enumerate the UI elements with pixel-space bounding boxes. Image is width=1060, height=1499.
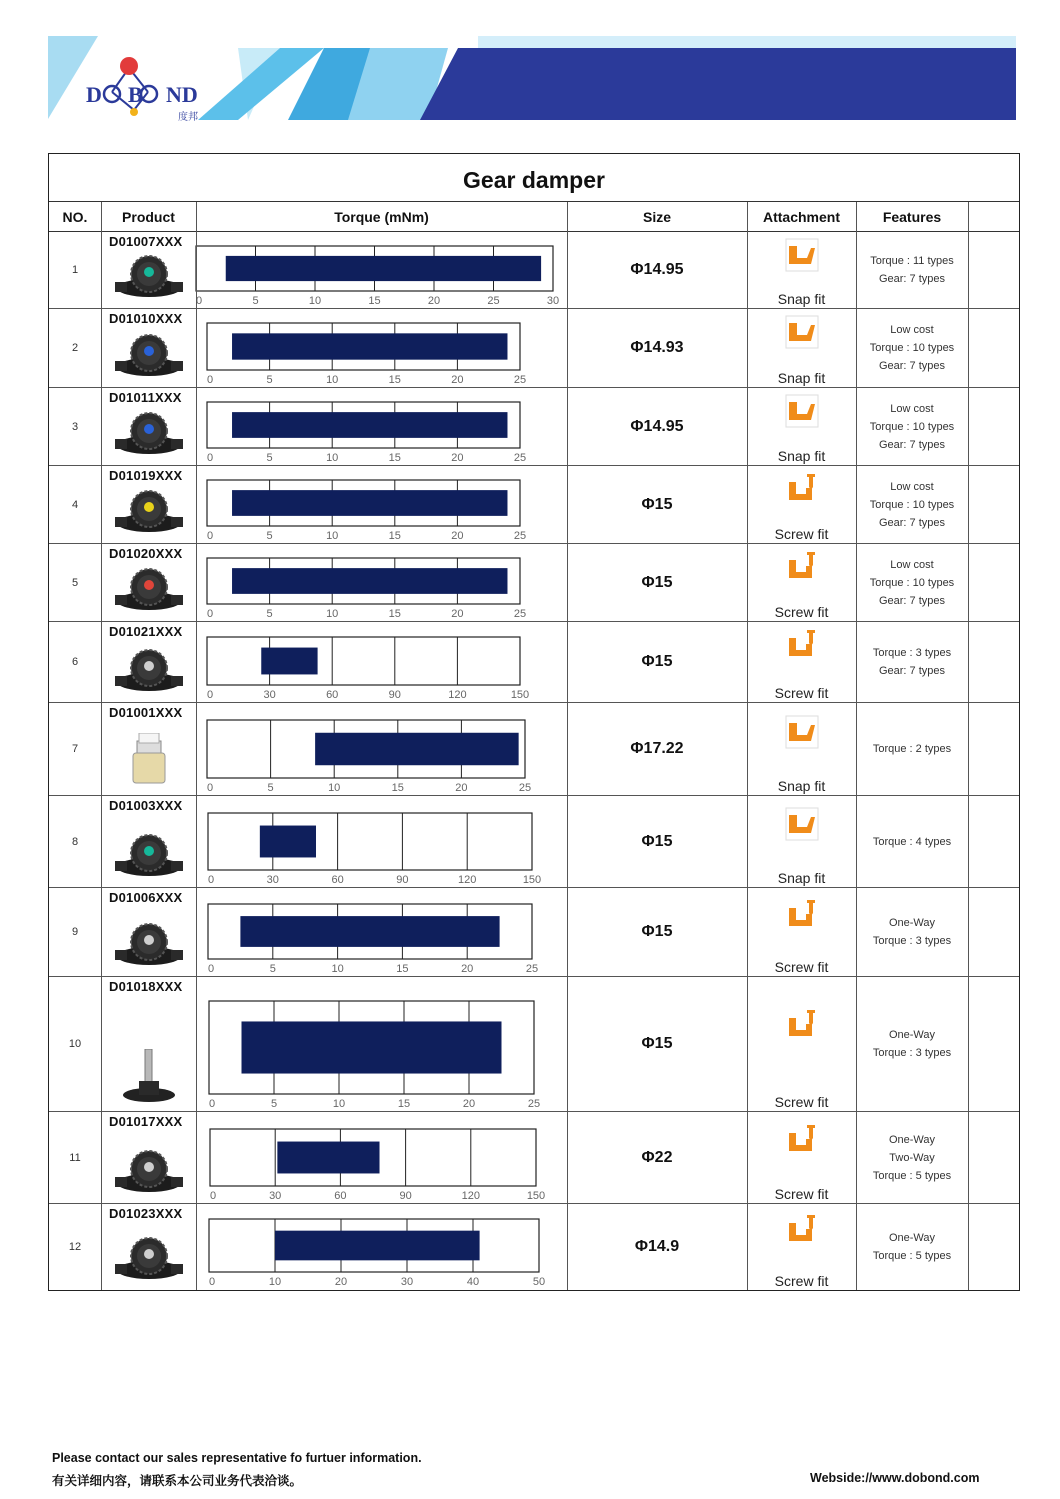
product-code: D01023XXX [109, 1206, 183, 1221]
logo-letters-nd: ND [166, 82, 198, 107]
size-value: Φ15 [641, 1035, 673, 1052]
row-number: 6 [71, 656, 79, 668]
gear-damper-image [109, 325, 189, 383]
feature-line: Gear: 7 types [878, 273, 946, 285]
header-features: Features [856, 202, 968, 232]
gear-damper-image [109, 1049, 189, 1107]
footer-contact-en: Please contact our sales representative fo furtuer information. [52, 1451, 422, 1465]
tick-label: 25 [518, 782, 532, 794]
table-row [49, 232, 1019, 309]
features-cell [856, 388, 968, 465]
feature-line: One-Way [888, 1232, 936, 1244]
product-code: D01010XXX [109, 311, 183, 326]
tick-label: 20 [334, 1276, 348, 1288]
snap-fit-icon [785, 238, 819, 272]
torque-range-bar [232, 333, 507, 359]
row-number: 9 [71, 926, 79, 938]
tick-label: 20 [451, 452, 464, 464]
product-code: D01018XXX [109, 979, 183, 994]
gear-damper-image [109, 1228, 189, 1286]
attachment-cell [747, 796, 856, 887]
product-cell [101, 1204, 196, 1290]
feature-line: Gear: 7 types [878, 360, 946, 372]
header-size: Size [567, 202, 747, 232]
tick-label: 150 [510, 689, 530, 701]
attachment-label: Screw fit [774, 685, 829, 701]
features-cell [856, 1204, 968, 1290]
logo-subtitle: 度邦 [178, 112, 198, 123]
gear-damper-table [48, 153, 1020, 1291]
size-value: Φ15 [641, 573, 673, 591]
attachment-cell [747, 977, 856, 1111]
tick-label: 20 [462, 1098, 476, 1110]
tick-label: 20 [427, 295, 441, 307]
product-cell [101, 1112, 196, 1203]
attachment-label: Screw fit [774, 1186, 829, 1202]
table-row [49, 388, 1019, 466]
tick-label: 40 [466, 1276, 480, 1288]
tick-label: 5 [266, 530, 273, 542]
row-number: 7 [71, 743, 79, 755]
attachment-cell [747, 888, 856, 976]
product-code: D01020XXX [109, 546, 183, 561]
attachment-label: Screw fit [774, 1094, 829, 1110]
tick-label: 10 [326, 452, 339, 464]
gear-damper-image [109, 640, 189, 698]
tick-label: 90 [388, 689, 401, 701]
torque-chart [196, 1204, 567, 1290]
attachment-label: Snap fit [777, 370, 826, 386]
gear-damper-image [109, 825, 189, 883]
feature-line: Low cost [890, 558, 934, 571]
attachment-label: Screw fit [774, 526, 829, 542]
product-cell [101, 309, 196, 387]
tick-label: 60 [334, 1190, 347, 1202]
attachment-cell [747, 622, 856, 702]
torque-chart [196, 388, 567, 466]
tick-label: 5 [267, 782, 274, 794]
table-row [49, 622, 1019, 703]
tick-label: 25 [513, 530, 527, 542]
table-row [49, 796, 1019, 888]
attachment-label: Screw fit [774, 959, 829, 975]
screw-fit-icon [785, 628, 819, 662]
product-code: D01017XXX [109, 1114, 183, 1129]
size-value: Φ14.95 [630, 261, 684, 278]
tick-label: 20 [455, 782, 468, 794]
attachment-label: Snap fit [777, 448, 826, 464]
tick-label: 0 [207, 608, 214, 620]
screw-fit-icon [785, 1123, 819, 1157]
row-number: 12 [68, 1241, 82, 1253]
feature-line: Torque : 10 types [869, 576, 955, 589]
feature-line: Torque : 3 types [872, 1047, 952, 1059]
tick-label: 15 [388, 374, 401, 386]
screw-fit-icon [785, 898, 819, 932]
size-value: Φ22 [641, 1148, 673, 1166]
product-code: D01011XXX [109, 390, 182, 405]
attachment-label: Snap fit [777, 778, 826, 794]
table-row [49, 977, 1019, 1112]
table-row [49, 309, 1019, 388]
header-attachment: Attachment [747, 202, 856, 232]
tick-label: 0 [207, 689, 214, 701]
snap-fit-icon [785, 394, 819, 428]
screw-fit-icon [785, 550, 819, 584]
feature-line: Gear: 7 types [878, 665, 946, 677]
tick-label: 10 [332, 1098, 346, 1110]
tick-label: 50 [532, 1276, 546, 1288]
table-row [49, 703, 1019, 796]
feature-line: One-Way [888, 917, 936, 929]
tick-label: 150 [522, 874, 542, 886]
attachment-cell [747, 544, 856, 621]
feature-line: Gear: 7 types [878, 594, 946, 607]
attachment-cell [747, 1204, 856, 1290]
product-cell [101, 888, 196, 976]
torque-range-bar [232, 568, 507, 594]
row-number: 5 [71, 576, 79, 589]
attachment-cell [747, 232, 856, 308]
product-code: D01001XXX [109, 705, 183, 720]
product-code: D01007XXX [109, 234, 183, 249]
table-title: Gear damper [49, 154, 1019, 202]
tick-label: 5 [266, 374, 273, 386]
attachment-label: Screw fit [774, 1273, 829, 1289]
features-cell [856, 622, 968, 702]
feature-line: Torque : 5 types [872, 1169, 952, 1182]
tick-label: 15 [388, 608, 401, 620]
gear-damper-image [109, 246, 189, 304]
tick-label: 25 [513, 608, 527, 620]
snap-fit-icon [785, 315, 819, 349]
features-cell [856, 1112, 968, 1203]
tick-label: 10 [326, 530, 339, 542]
torque-range-bar [240, 916, 499, 947]
torque-chart [196, 796, 567, 888]
feature-line: Torque : 10 types [869, 420, 955, 433]
tick-label: 5 [270, 1098, 278, 1110]
tick-label: 5 [266, 452, 273, 464]
torque-chart [196, 544, 567, 622]
attachment-cell [747, 1112, 856, 1203]
product-code: D01003XXX [109, 798, 183, 813]
torque-chart [196, 703, 567, 796]
product-code: D01006XXX [109, 890, 183, 905]
size-value: Φ15 [641, 653, 673, 670]
tick-label: 120 [461, 1190, 480, 1202]
gear-damper-image [109, 1141, 189, 1199]
tick-label: 15 [397, 1098, 411, 1110]
tick-label: 10 [326, 608, 339, 620]
attachment-cell [747, 309, 856, 387]
tick-label: 20 [451, 374, 464, 386]
table-row [49, 1112, 1019, 1204]
product-code: D01021XXX [109, 624, 183, 639]
features-cell [856, 796, 968, 887]
features-cell [856, 977, 968, 1111]
tick-label: 30 [400, 1276, 414, 1288]
screw-fit-icon [785, 1008, 819, 1042]
features-cell [856, 232, 968, 308]
table-row [49, 1204, 1019, 1290]
size-value: Φ15 [641, 495, 673, 513]
product-cell [101, 622, 196, 702]
tick-label: 0 [210, 1190, 217, 1202]
torque-chart [196, 888, 567, 977]
tick-label: 0 [207, 530, 214, 542]
torque-range-bar [232, 490, 507, 516]
features-cell [856, 466, 968, 543]
tick-label: 10 [328, 782, 341, 794]
snap-fit-icon [785, 715, 819, 749]
row-number: 4 [71, 498, 79, 511]
tick-label: 0 [207, 374, 214, 386]
feature-line: Gear: 7 types [878, 516, 946, 529]
product-cell [101, 703, 196, 795]
tick-label: 0 [208, 874, 215, 886]
row-number: 8 [71, 835, 79, 848]
feature-line: Torque : 3 types [872, 647, 952, 659]
size-value: Φ15 [641, 832, 673, 850]
tick-label: 15 [368, 295, 381, 307]
chart-frame [207, 637, 520, 685]
features-cell [856, 309, 968, 387]
gear-damper-image [109, 403, 189, 461]
feature-line: Two-Way [889, 1151, 935, 1164]
logo-letter-d: D [86, 82, 102, 107]
torque-range-bar [261, 648, 317, 675]
tick-label: 15 [396, 963, 409, 975]
tick-label: 25 [513, 374, 527, 386]
torque-chart [196, 1112, 567, 1204]
torque-range-bar [242, 1021, 502, 1073]
product-cell [101, 232, 196, 308]
header-no: NO. [49, 202, 101, 232]
tick-label: 20 [451, 608, 464, 620]
size-value: Φ15 [641, 923, 673, 940]
tick-label: 10 [308, 295, 322, 307]
row-number: 11 [69, 1151, 81, 1164]
tick-label: 150 [526, 1190, 546, 1202]
product-cell [101, 977, 196, 1111]
product-cell [101, 466, 196, 543]
row-number: 10 [68, 1038, 82, 1050]
attachment-cell [747, 466, 856, 543]
row-number: 1 [71, 264, 79, 276]
tick-label: 60 [326, 689, 339, 701]
torque-chart [196, 977, 567, 1112]
feature-line: Torque : 10 types [869, 342, 955, 354]
tick-label: 0 [208, 963, 215, 975]
product-cell [101, 388, 196, 465]
tick-label: 10 [326, 374, 339, 386]
size-value: Φ14.95 [630, 417, 684, 435]
feature-line: Torque : 2 types [872, 743, 952, 755]
feature-line: Gear: 7 types [878, 438, 946, 451]
product-cell [101, 544, 196, 621]
attachment-cell [747, 703, 856, 795]
torque-chart [196, 309, 567, 388]
table-row [49, 544, 1019, 622]
tick-label: 25 [527, 1098, 541, 1110]
torque-range-bar [232, 412, 507, 438]
feature-line: Torque : 5 types [872, 1250, 952, 1262]
tick-label: 30 [269, 1190, 282, 1202]
tick-label: 0 [196, 295, 203, 307]
tick-label: 30 [263, 689, 276, 701]
attachment-label: Snap fit [777, 870, 826, 886]
torque-range-bar [277, 1142, 379, 1174]
product-cell [101, 796, 196, 887]
gear-damper-image [109, 914, 189, 972]
tick-label: 10 [268, 1276, 282, 1288]
tick-label: 90 [399, 1190, 412, 1202]
tick-label: 25 [525, 963, 539, 975]
gear-damper-image [109, 559, 189, 617]
torque-chart [196, 622, 567, 703]
gear-damper-image [109, 481, 189, 539]
feature-line: Low cost [890, 324, 934, 336]
tick-label: 0 [207, 782, 214, 794]
tick-label: 20 [461, 963, 474, 975]
tick-label: 20 [451, 530, 464, 542]
torque-range-bar [275, 1231, 480, 1261]
torque-range-bar [260, 826, 316, 858]
tick-label: 30 [266, 874, 279, 886]
header-product: Product [101, 202, 196, 232]
tick-label: 30 [546, 295, 560, 307]
tick-label: 0 [209, 1276, 216, 1288]
feature-line: Low cost [890, 480, 934, 493]
snap-fit-icon [785, 807, 819, 841]
feature-line: Torque : 10 types [869, 498, 955, 511]
header-blank [968, 202, 1019, 232]
feature-line: Low cost [890, 402, 934, 415]
row-number: 3 [71, 420, 79, 433]
tick-label: 5 [252, 295, 259, 307]
feature-line: Torque : 4 types [872, 835, 952, 848]
chart-frame [208, 813, 532, 870]
tick-label: 5 [269, 963, 276, 975]
screw-fit-icon [785, 472, 819, 506]
header-torque: Torque (mNm) [196, 202, 567, 232]
tick-label: 15 [391, 782, 404, 794]
row-number: 2 [71, 342, 79, 354]
feature-line: Torque : 3 types [872, 935, 952, 947]
tick-label: 25 [487, 295, 500, 307]
logo-letter-b: B [128, 82, 143, 107]
attachment-label: Snap fit [777, 291, 826, 307]
product-code: D01019XXX [109, 468, 183, 483]
tick-label: 0 [209, 1098, 216, 1110]
gear-damper-image [109, 733, 189, 791]
tick-label: 10 [331, 963, 344, 975]
tick-label: 25 [513, 452, 527, 464]
features-cell [856, 888, 968, 976]
size-value: Φ17.22 [630, 740, 684, 757]
tick-label: 90 [396, 874, 409, 886]
attachment-label: Screw fit [774, 604, 829, 620]
feature-line: One-Way [888, 1133, 936, 1146]
feature-line: Torque : 11 types [870, 255, 954, 267]
tick-label: 0 [207, 452, 214, 464]
tick-label: 120 [458, 874, 477, 886]
table-row [49, 466, 1019, 544]
torque-chart [196, 232, 567, 309]
table-row [49, 888, 1019, 977]
tick-label: 15 [388, 452, 401, 464]
torque-chart [196, 466, 567, 544]
tick-label: 5 [266, 608, 273, 620]
size-value: Φ14.93 [630, 339, 684, 356]
features-cell [856, 544, 968, 621]
size-value: Φ14.9 [634, 1238, 680, 1255]
torque-range-bar [226, 256, 541, 281]
tick-label: 60 [331, 874, 344, 886]
feature-line: One-Way [888, 1029, 936, 1041]
attachment-cell [747, 388, 856, 465]
features-cell [856, 703, 968, 795]
footer-website[interactable]: Webside://www.dobond.com [810, 1471, 980, 1485]
tick-label: 120 [448, 689, 467, 701]
tick-label: 15 [388, 530, 401, 542]
dobond-logo [82, 54, 212, 124]
footer-contact-cn: 有关详细内容，请联系本公司业务代表洽谈。 [52, 1474, 303, 1488]
screw-fit-icon [785, 1213, 819, 1247]
torque-range-bar [315, 733, 519, 765]
